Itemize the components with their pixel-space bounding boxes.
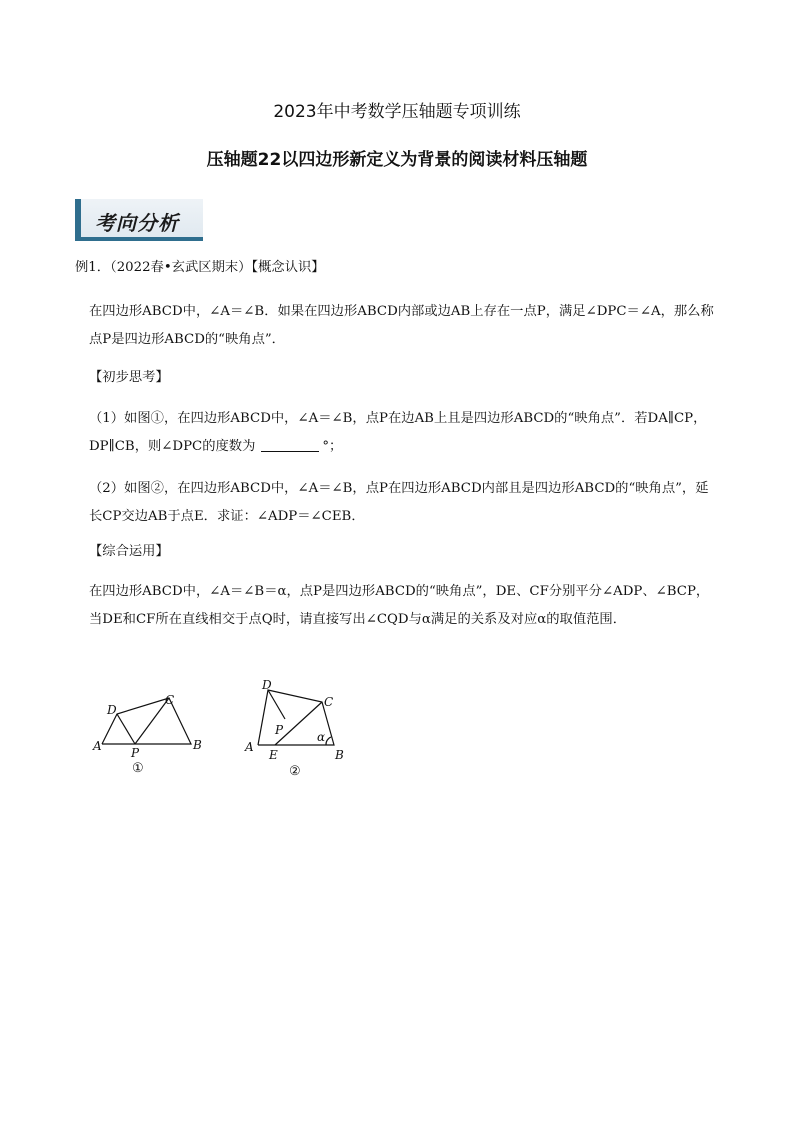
fig2-segment-dp: [268, 690, 285, 719]
question-2: （2）如图②，在四边形ABCD中，∠A＝∠B，点P在四边形ABCD内部且是四边形ABCD的“映角点”，延长CP交边AB于点E．求证：∠ADP＝∠CEB．: [89, 481, 709, 524]
figures: [85, 672, 365, 787]
fig2-label-alpha: α: [317, 730, 326, 744]
document-subtitle: 压轴题22以四边形新定义为背景的阅读材料压轴题: [206, 150, 588, 170]
fig1-label-c: C: [165, 693, 175, 707]
document-title: 2023年中考数学压轴题专项训练: [273, 102, 521, 122]
section-initial-thinking: 【初步思考】: [89, 370, 169, 385]
fig2-label-p: P: [275, 723, 284, 737]
question-1-suffix: °；: [322, 439, 343, 454]
fig1-label-b: B: [193, 738, 202, 752]
question-1-text: （1）如图①，在四边形ABCD中，∠A＝∠B，点P在边AB上且是四边形ABCD的“映角点”．若DA∥CP，DP∥CB，则∠DPC的度数为: [89, 411, 707, 454]
geometry-figures: [85, 672, 365, 787]
fig1-segment-cp: [135, 698, 169, 744]
fig2-label-c: C: [324, 695, 334, 709]
fig2-angle-mark: [326, 737, 331, 745]
banner-label: 考向分析: [95, 211, 179, 235]
banner-underline: [75, 237, 203, 241]
fig2-label-a: A: [245, 740, 254, 754]
fig1-label-a: A: [93, 739, 102, 753]
section-applied: 【综合运用】: [89, 544, 169, 559]
fig1-segment-dp: [117, 714, 135, 744]
banner-accent-bar: [75, 199, 81, 241]
section-banner: [75, 199, 203, 241]
fig1-label-d: D: [107, 703, 117, 717]
definition-paragraph: 在四边形ABCD中，∠A＝∠B．如果在四边形ABCD内部或边AB上存在一点P，满足∠DPC＝∠A，那么称点P是四边形ABCD的“映角点”．: [89, 304, 714, 347]
fig2-caption: ②: [289, 764, 301, 779]
fig2-label-d: D: [262, 678, 272, 692]
fig2-label-e: E: [269, 748, 278, 762]
question-1: [89, 405, 721, 461]
fig2-label-b: B: [335, 748, 344, 762]
fig1-label-p: P: [131, 746, 140, 760]
example-heading: 例1．（2022春•玄武区期末）【概念认识】: [75, 260, 325, 275]
fig1-caption: ①: [132, 761, 144, 776]
answer-blank[interactable]: [261, 437, 319, 452]
applied-paragraph: 在四边形ABCD中，∠A＝∠B＝α，点P是四边形ABCD的“映角点”，DE、CF分别平分∠ADP、∠BCP，当DE和CF所在直线相交于点Q时，请直接写出∠CQD与α满足的关系及对应α的取值范围．: [89, 584, 710, 627]
